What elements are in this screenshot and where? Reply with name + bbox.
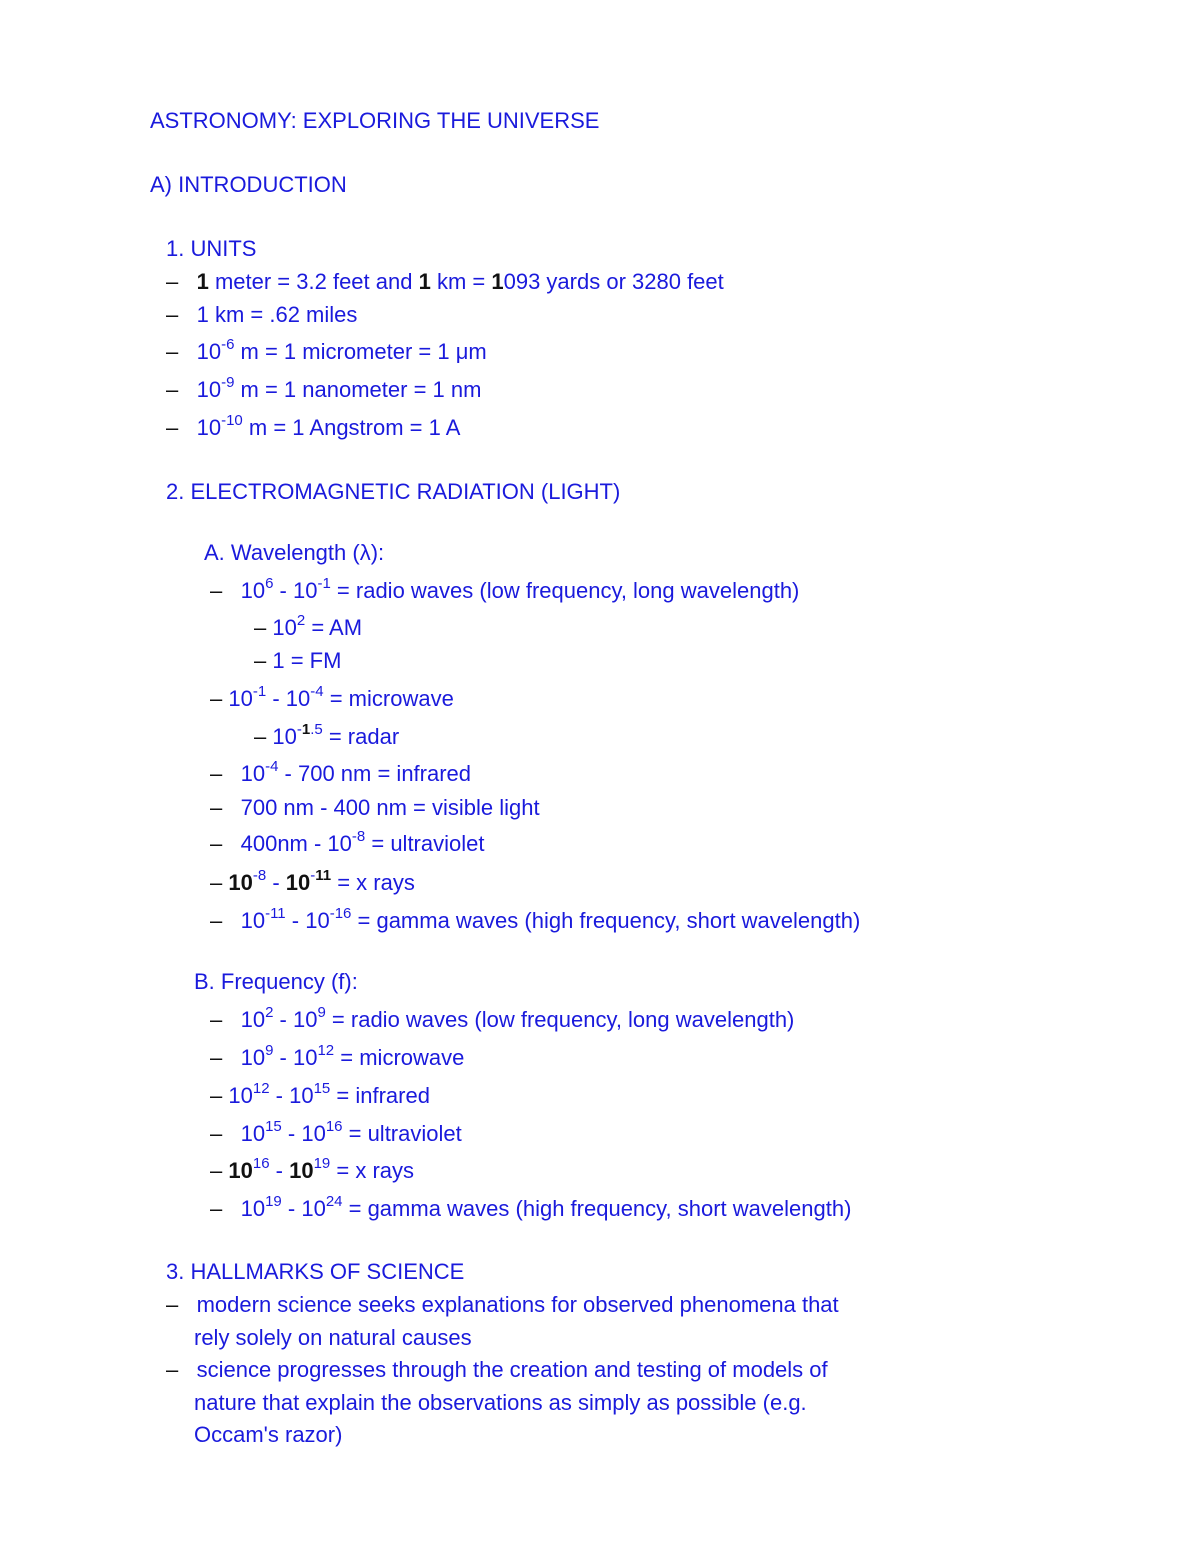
wavelength-heading: A. Wavelength (λ): <box>204 540 385 565</box>
frequency-microwave: – $10^9 - 10^{12}$ = microwave <box>210 1041 465 1070</box>
wavelength-am: – $10^2$ = AM <box>254 611 363 640</box>
units-line-meter: – 1 meter = 3.2 feet and 1 km = 1093 yards or 3280 feet <box>166 269 724 294</box>
units-line-nanometer: – $10^{-9}$ m = 1 nanometer = 1 nm <box>166 373 482 402</box>
science-bullet-2-cont-1: nature that explain the observations as simply as possible (e.g. <box>194 1390 807 1415</box>
units-line-angstrom: – $10^{-10}$ m = 1 Angstrom = 1 A <box>166 411 461 440</box>
frequency-ultraviolet: – $10^{15} - 10^{16}$ = ultraviolet <box>210 1117 462 1146</box>
science-bullet-1: – modern science seeks explanations for observed phenomena that <box>166 1292 839 1317</box>
frequency-infrared: – $10^{12} - 10^{15}$ = infrared <box>210 1079 430 1108</box>
science-bullet-2: – science progresses through the creation and testing of models of <box>166 1357 828 1382</box>
science-heading: 3. HALLMARKS OF SCIENCE <box>166 1259 465 1284</box>
emr-heading: 2. ELECTROMAGNETIC RADIATION (LIGHT) <box>166 479 621 504</box>
wavelength-gamma: – $10^{-11} - 10^{-16}$ = gamma waves (high frequency, short wavelength) <box>210 904 861 933</box>
units-heading: 1. UNITS <box>166 236 257 261</box>
wavelength-fm: – 1 = FM <box>254 648 342 673</box>
frequency-xrays: – $10^{16} - 10^{19} = x$ rays <box>210 1154 415 1183</box>
wavelength-radar: – $10^{-1.5}$ = radar <box>254 720 400 749</box>
wavelength-radio: – $10^6 - 10^{-1}$ = radio waves (low frequency, long wavelength) <box>210 574 800 603</box>
doc-title: ASTRONOMY: EXPLORING THE UNIVERSE <box>150 108 600 133</box>
science-bullet-1-cont: rely solely on natural causes <box>194 1325 472 1350</box>
units-line-micrometer: – $10^{-6}$ m = 1 micrometer = 1 μm <box>166 335 487 364</box>
wavelength-microwave: – $10^{-1} - 10^{-4}$ = microwave <box>210 682 454 711</box>
wavelength-visible: – 700 nm - 400 nm = visible light <box>210 795 540 820</box>
units-line-km: – 1 km = .62 miles <box>166 302 358 327</box>
frequency-heading: B. Frequency (f): <box>194 969 358 994</box>
wavelength-ultraviolet: – $400nm - 10^{-8}$ = ultraviolet <box>210 827 485 856</box>
frequency-gamma: – $10^{19} - 10^{24}$ = gamma waves (high frequency, short wavelength) <box>210 1192 852 1221</box>
section-introduction: A) INTRODUCTION <box>150 172 347 197</box>
frequency-radio: – $10^2 - 10^9$ = radio waves (low frequency, long wavelength) <box>210 1003 795 1032</box>
wavelength-infrared: – $10^{-4} - 700$ nm = infrared <box>210 757 472 786</box>
science-bullet-2-cont-2: Occam's razor) <box>194 1422 343 1447</box>
wavelength-xrays: – $10^{-8} - 10^{-11} = x$ rays <box>210 866 415 895</box>
